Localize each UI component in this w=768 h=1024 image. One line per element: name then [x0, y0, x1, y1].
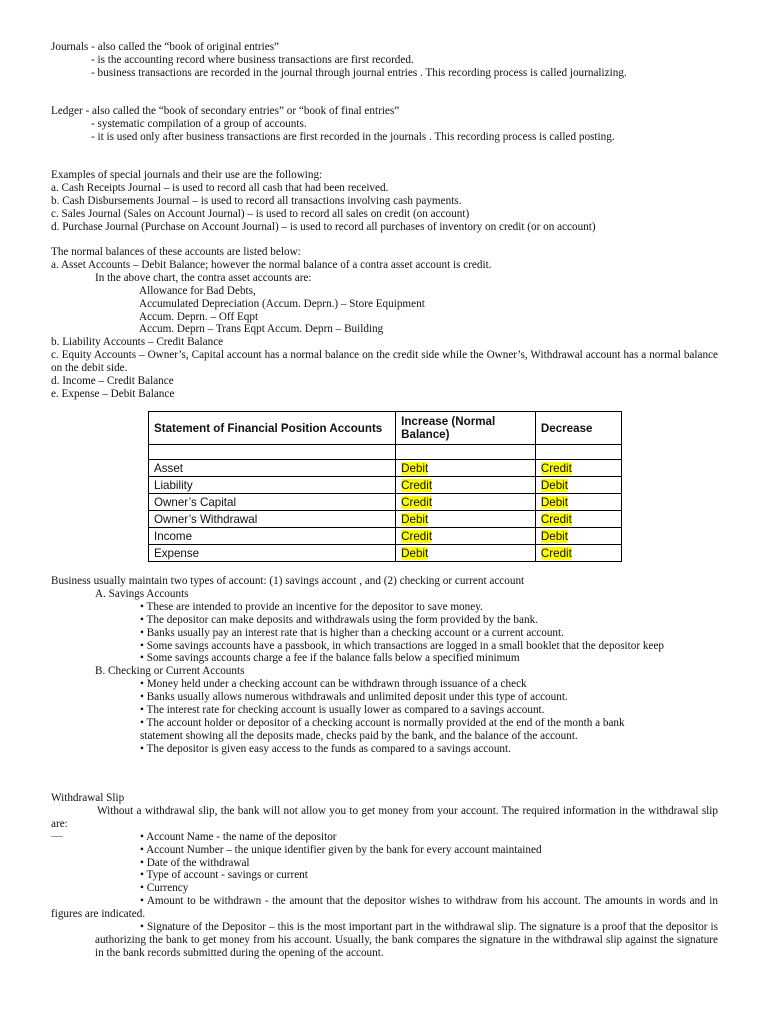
journals-line-1: - is the accounting record where business transactions are first recorded. [91, 53, 414, 66]
table-cell: Credit [396, 494, 536, 511]
special-journal-item: b. Cash Disbursements Journal – is used to record all transactions involving cash payments. [51, 194, 462, 207]
table-cell: Liability [149, 477, 396, 494]
list-item: • The account holder or depositor of a checking account is normally provided at the end of the month a bank statement showing all the deposits made, checks paid by the bank, and the balance of the account. [140, 716, 625, 742]
table-cell: Credit [396, 477, 536, 494]
expense-balance: e. Expense – Debit Balance [51, 387, 175, 400]
special-journals-intro: Examples of special journals and their use are the following: [51, 169, 323, 181]
table-cell: Debit [535, 528, 621, 545]
journals-line-2: - business transactions are recorded in the journal through journal entries . This recording process is called journalizing. [91, 66, 627, 79]
table-cell: Asset [149, 460, 396, 477]
list-item: • Banks usually pay an interest rate that is higher than a checking account or a current account. [140, 626, 564, 639]
list-item: • Signature of the Depositor – this is the most important part in the withdrawal slip. The signature is a proof that the depositor is authorizing the bank to get money from his account. Usually, the bank compares the signature in the withdrawal slip against the signature in the bank records submitted during the opening of the account. [95, 921, 718, 959]
list-item: • Amount to be withdrawn - the amount that the depositor wishes to withdraw from his account. The amounts in words and in figures are indicated. [51, 895, 718, 921]
bank-accounts-section [51, 575, 718, 756]
table-row [149, 460, 622, 477]
table-row [149, 545, 622, 562]
list-item: • Money held under a checking account can be withdrawn through issuance of a check [140, 678, 527, 691]
list-item: • Banks usually allows numerous withdrawals and unlimited deposit under this type of account. [140, 691, 568, 704]
ledger-line-1: - systematic compilation of a group of accounts. [91, 117, 307, 130]
withdrawal-title: Withdrawal Slip [51, 792, 125, 804]
table-cell: Credit [396, 528, 536, 545]
withdrawal-section [51, 792, 718, 960]
withdrawal-intro: Without a withdrawal slip, the bank will not allow you to get money from your account. The required information in the withdrawal slip are: [51, 804, 718, 830]
contra-item: Allowance for Bad Debts, [139, 284, 256, 297]
asset-balance: a. Asset Accounts – Debit Balance; however the normal balance of a contra asset account is credit. [51, 258, 492, 271]
income-balance: d. Income – Credit Balance [51, 375, 174, 388]
list-item: • The depositor can make deposits and withdrawals using the form provided by the bank. [140, 613, 538, 626]
table-row [149, 477, 622, 494]
table-cell: Income [149, 528, 396, 545]
ledger-title: Ledger - also called the “book of secondary entries” or “book of final entries” [51, 105, 400, 117]
special-journal-item: d. Purchase Journal (Purchase on Account Journal) – is used to record all purchases of inventory on credit (or on account) [51, 220, 596, 233]
checking-title: B. Checking or Current Accounts [95, 665, 245, 678]
contra-item: Accum. Deprn. – Off Eqpt [139, 310, 259, 323]
list-item: • Currency [140, 882, 189, 895]
table-header-row [149, 412, 622, 445]
ledger-section [51, 105, 718, 144]
contra-intro: In the above chart, the contra asset accounts are: [95, 271, 312, 284]
table-cell: Debit [396, 460, 536, 477]
table-header-cell: Increase (Normal Balance) [396, 412, 536, 445]
list-item: • Account Number – the unique identifier given by the bank for every account maintained [140, 843, 542, 856]
list-item: • The depositor is given easy access to the funds as compared to a savings account. [140, 742, 511, 755]
ledger-line-2: - it is used only after business transactions are first recorded in the journals . This recording process is called posting. [91, 130, 615, 143]
table-cell: Expense [149, 545, 396, 562]
savings-title: A. Savings Accounts [95, 587, 189, 600]
normal-balances-intro: The normal balances of these accounts are listed below: [51, 246, 301, 258]
list-item: • Account Name - the name of the depositor [140, 830, 337, 843]
table-cell: Credit [535, 545, 621, 562]
normal-balances-section [51, 246, 718, 401]
table-cell: Debit [396, 545, 536, 562]
bank-accounts-intro: Business usually maintain two types of account: (1) savings account , and (2) checking or current account [51, 575, 525, 587]
contra-item: Accum. Deprn – Trans Eqpt Accum. Deprn – Building [139, 323, 384, 336]
table-cell: Credit [535, 511, 621, 528]
special-journals-section [51, 169, 718, 234]
special-journal-item: a. Cash Receipts Journal – is used to record all cash that had been received. [51, 181, 389, 194]
table-cell: Owner’s Withdrawal [149, 511, 396, 528]
table-header-cell: Decrease [535, 412, 621, 445]
liability-balance: b. Liability Accounts – Credit Balance [51, 336, 224, 349]
table-row [149, 494, 622, 511]
table-row [149, 528, 622, 545]
list-item: • Date of the withdrawal [140, 856, 250, 869]
equity-balance: c. Equity Accounts – Owner’s, Capital account has a normal balance on the credit side while the Owner’s, Withdrawal account has a normal balance on the debit side. [51, 349, 718, 375]
journals-section [51, 41, 718, 80]
journals-title: Journals - also called the “book of original entries” [51, 41, 280, 53]
list-item: • Some savings accounts have a passbook, in which transactions are logged in a small booklet that the depositor keep [140, 639, 665, 652]
table-cell: Debit [396, 511, 536, 528]
normal-balance-table [148, 411, 622, 562]
contra-item: Accumulated Depreciation (Accum. Deprn.) – Store Equipment [139, 297, 425, 310]
list-item: • Type of account - savings or current [140, 869, 308, 882]
table-cell: Credit [535, 460, 621, 477]
special-journal-item: c. Sales Journal (Sales on Account Journal) – is used to record all sales on credit (on account) [51, 207, 470, 220]
list-item: • These are intended to provide an incentive for the depositor to save money. [140, 600, 483, 613]
table-header-cell: Statement of Financial Position Accounts [149, 412, 396, 445]
table-cell: Debit [535, 477, 621, 494]
list-item: • The interest rate for checking account is usually lower as compared to a savings account. [140, 704, 545, 717]
list-item: • Some savings accounts charge a fee if the balance falls below a specified minimum [140, 652, 520, 665]
table-spacer-row [149, 445, 622, 460]
table-cell: Owner’s Capital [149, 494, 396, 511]
table-row [149, 511, 622, 528]
table-cell: Debit [535, 494, 621, 511]
